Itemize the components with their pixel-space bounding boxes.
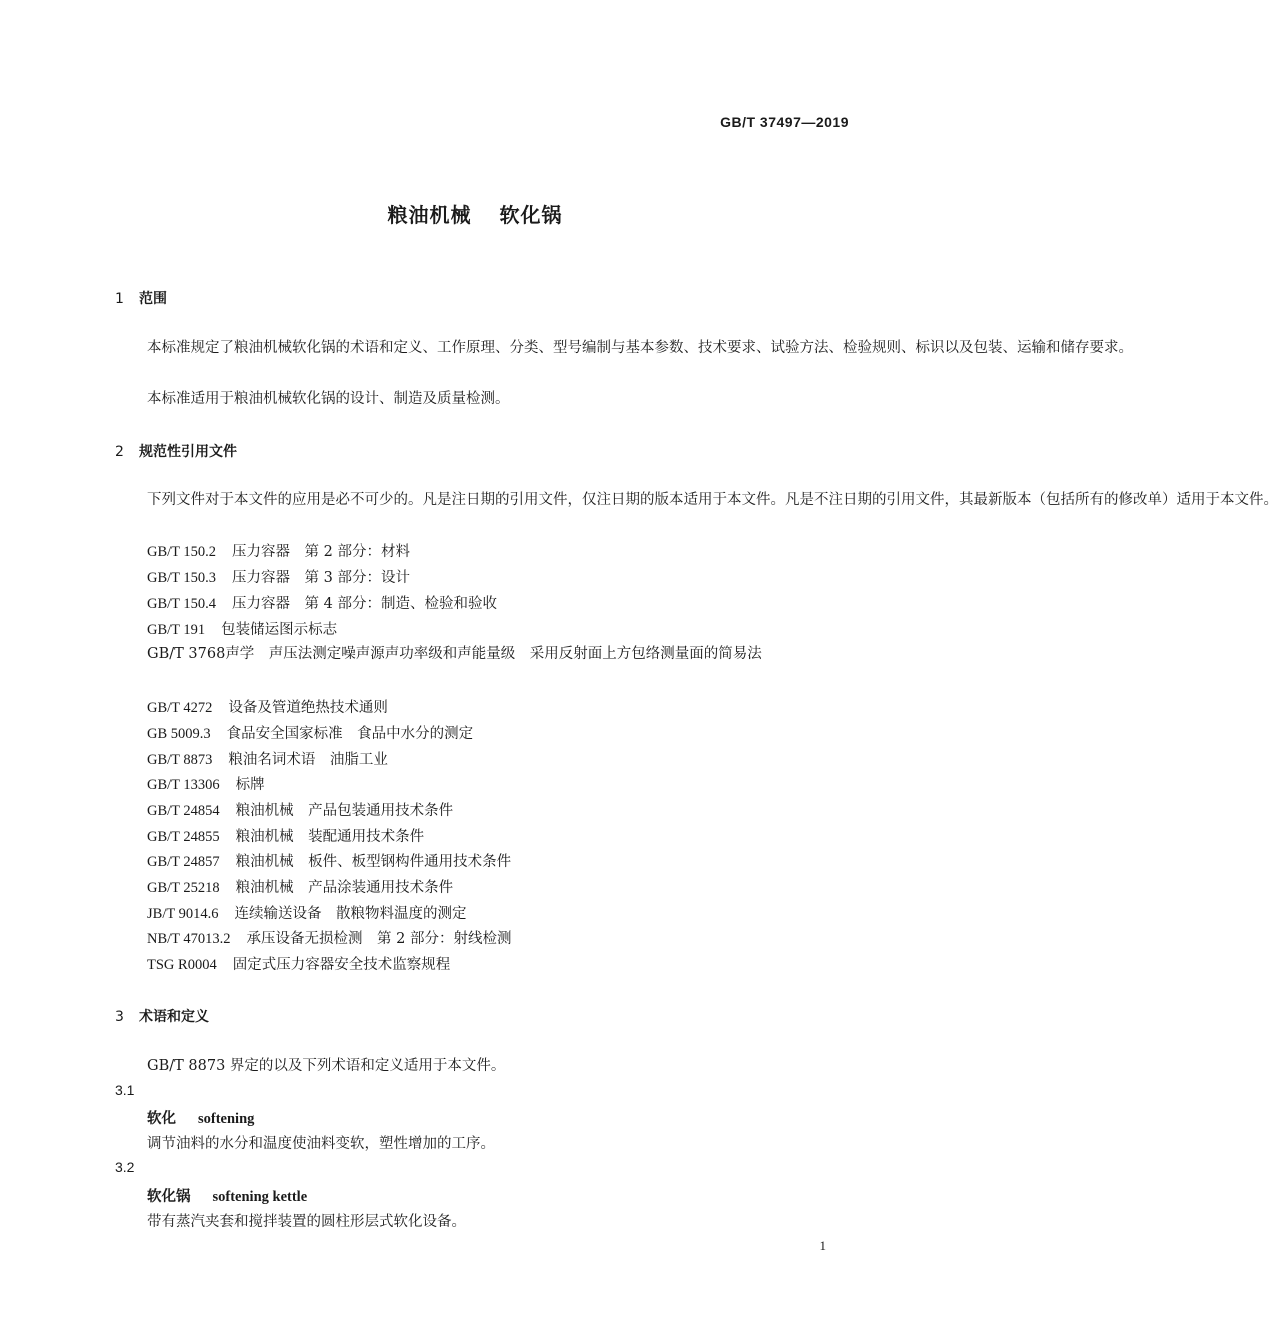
scope-paragraph-2: 本标准适用于粮油机械软化锅的设计、制造及质量检测。	[147, 391, 510, 407]
reference-title: 粮油机械 产品涂装通用技术条件	[235, 880, 454, 896]
reference-item	[147, 748, 388, 769]
reference-code: GB/T 24854	[147, 803, 220, 819]
reference-item	[147, 927, 511, 948]
reference-item	[147, 799, 453, 820]
reference-item	[147, 876, 453, 897]
reference-code: NB/T 47013.2	[147, 931, 231, 947]
reference-code: GB/T 13306	[147, 777, 220, 793]
reference-item	[147, 953, 450, 974]
clause-number: 3.1	[115, 1082, 135, 1098]
reference-title: 标牌	[235, 777, 265, 793]
term-definition: 调节油料的水分和温度使油料变软，塑性增加的工序。	[147, 1136, 495, 1152]
reference-item	[147, 722, 473, 743]
term-en: softening kettle	[212, 1189, 308, 1205]
reference-title: 压力容器 第 3 部分：设计	[232, 570, 410, 586]
reference-code: GB/T 24855	[147, 829, 220, 845]
reference-code: GB/T 25218	[147, 880, 220, 896]
standard-number: GB/T 37497—2019	[720, 114, 849, 130]
reference-code: GB/T 4272	[147, 700, 213, 716]
reference-title: 粮油名词术语 油脂工业	[228, 752, 388, 768]
reference-code: GB/T 150.2	[147, 544, 217, 560]
term-definition: 带有蒸汽夹套和搅拌装置的圆柱形层式软化设备。	[147, 1214, 466, 1230]
reference-title: 压力容器 第 4 部分：制造、检验和验收	[232, 596, 497, 612]
reference-title: 粮油机械 产品包装通用技术条件	[235, 803, 454, 819]
term-en: softening	[198, 1111, 255, 1127]
reference-title: 设备及管道绝热技术通则	[228, 700, 388, 716]
reference-title: 包装储运图示标志	[221, 622, 338, 638]
reference-code: GB/T 8873	[147, 752, 213, 768]
reference-code: TSG R0004	[147, 957, 217, 973]
section-title: 范围	[139, 291, 167, 307]
section-heading-scope	[115, 288, 167, 308]
section-number: 1	[115, 291, 124, 307]
clause-number: 3.2	[115, 1159, 135, 1175]
reference-title: 承压设备无损检测 第 2 部分：射线检测	[246, 931, 512, 947]
reference-code: GB/T 3768	[147, 646, 226, 662]
reference-item	[147, 773, 265, 794]
page-number: 1	[819, 1238, 826, 1253]
reference-item	[147, 566, 410, 587]
document-title	[0, 199, 950, 228]
terms-intro: GB/T 8873 界定的以及下列术语和定义适用于本文件。	[147, 1058, 506, 1074]
section-heading-normative	[115, 441, 237, 461]
reference-item	[147, 825, 424, 846]
section-heading-terms	[115, 1006, 209, 1026]
term-entry	[147, 1185, 307, 1206]
reference-item	[147, 696, 388, 717]
reference-title: 固定式压力容器安全技术监察规程	[232, 957, 451, 973]
scope-paragraph-1: 本标准规定了粮油机械软化锅的术语和定义、工作原理、分类、型号编制与基本参数、技术要求、试验方法、检验规则、标识以及包装、运输和储存要求。	[147, 340, 1133, 356]
reference-item	[147, 850, 511, 871]
reference-title: 粮油机械 板件、板型钢构件通用技术条件	[235, 854, 512, 870]
title-part-2: 软化锅	[499, 203, 563, 227]
reference-item	[147, 902, 466, 923]
reference-code: GB/T 24857	[147, 854, 220, 870]
title-part-1: 粮油机械	[387, 203, 472, 227]
section-title: 术语和定义	[139, 1009, 209, 1025]
section-title: 规范性引用文件	[139, 444, 237, 460]
reference-item	[115, 642, 850, 668]
reference-code: JB/T 9014.6	[147, 906, 219, 922]
reference-title: 声学 声压法测定噪声源声功率级和声能量级 采用反射面上方包络测量面的简易法	[225, 646, 762, 662]
section-number: 3	[115, 1009, 124, 1025]
reference-title: 连续输送设备 散粮物料温度的测定	[234, 906, 467, 922]
section-number: 2	[115, 444, 124, 460]
normative-intro: 下列文件对于本文件的应用是必不可少的。凡是注日期的引用文件，仅注日期的版本适用于本文件。凡是不注日期的引用文件，其最新版本（包括所有的修改单）适用于本文件。	[147, 492, 1278, 508]
reference-code: GB/T 150.4	[147, 596, 217, 612]
reference-title: 食品安全国家标准 食品中水分的测定	[226, 726, 474, 742]
term-zh: 软化锅	[147, 1188, 191, 1205]
reference-item	[147, 540, 410, 561]
reference-code: GB 5009.3	[147, 726, 211, 742]
reference-title: 压力容器 第 2 部分：材料	[232, 544, 410, 560]
reference-code: GB/T 150.3	[147, 570, 217, 586]
reference-title: 粮油机械 装配通用技术条件	[235, 829, 425, 845]
term-zh: 软化	[147, 1110, 176, 1127]
term-entry	[147, 1107, 254, 1128]
reference-item	[147, 592, 497, 613]
reference-code: GB/T 191	[147, 622, 206, 638]
reference-item	[147, 618, 337, 639]
